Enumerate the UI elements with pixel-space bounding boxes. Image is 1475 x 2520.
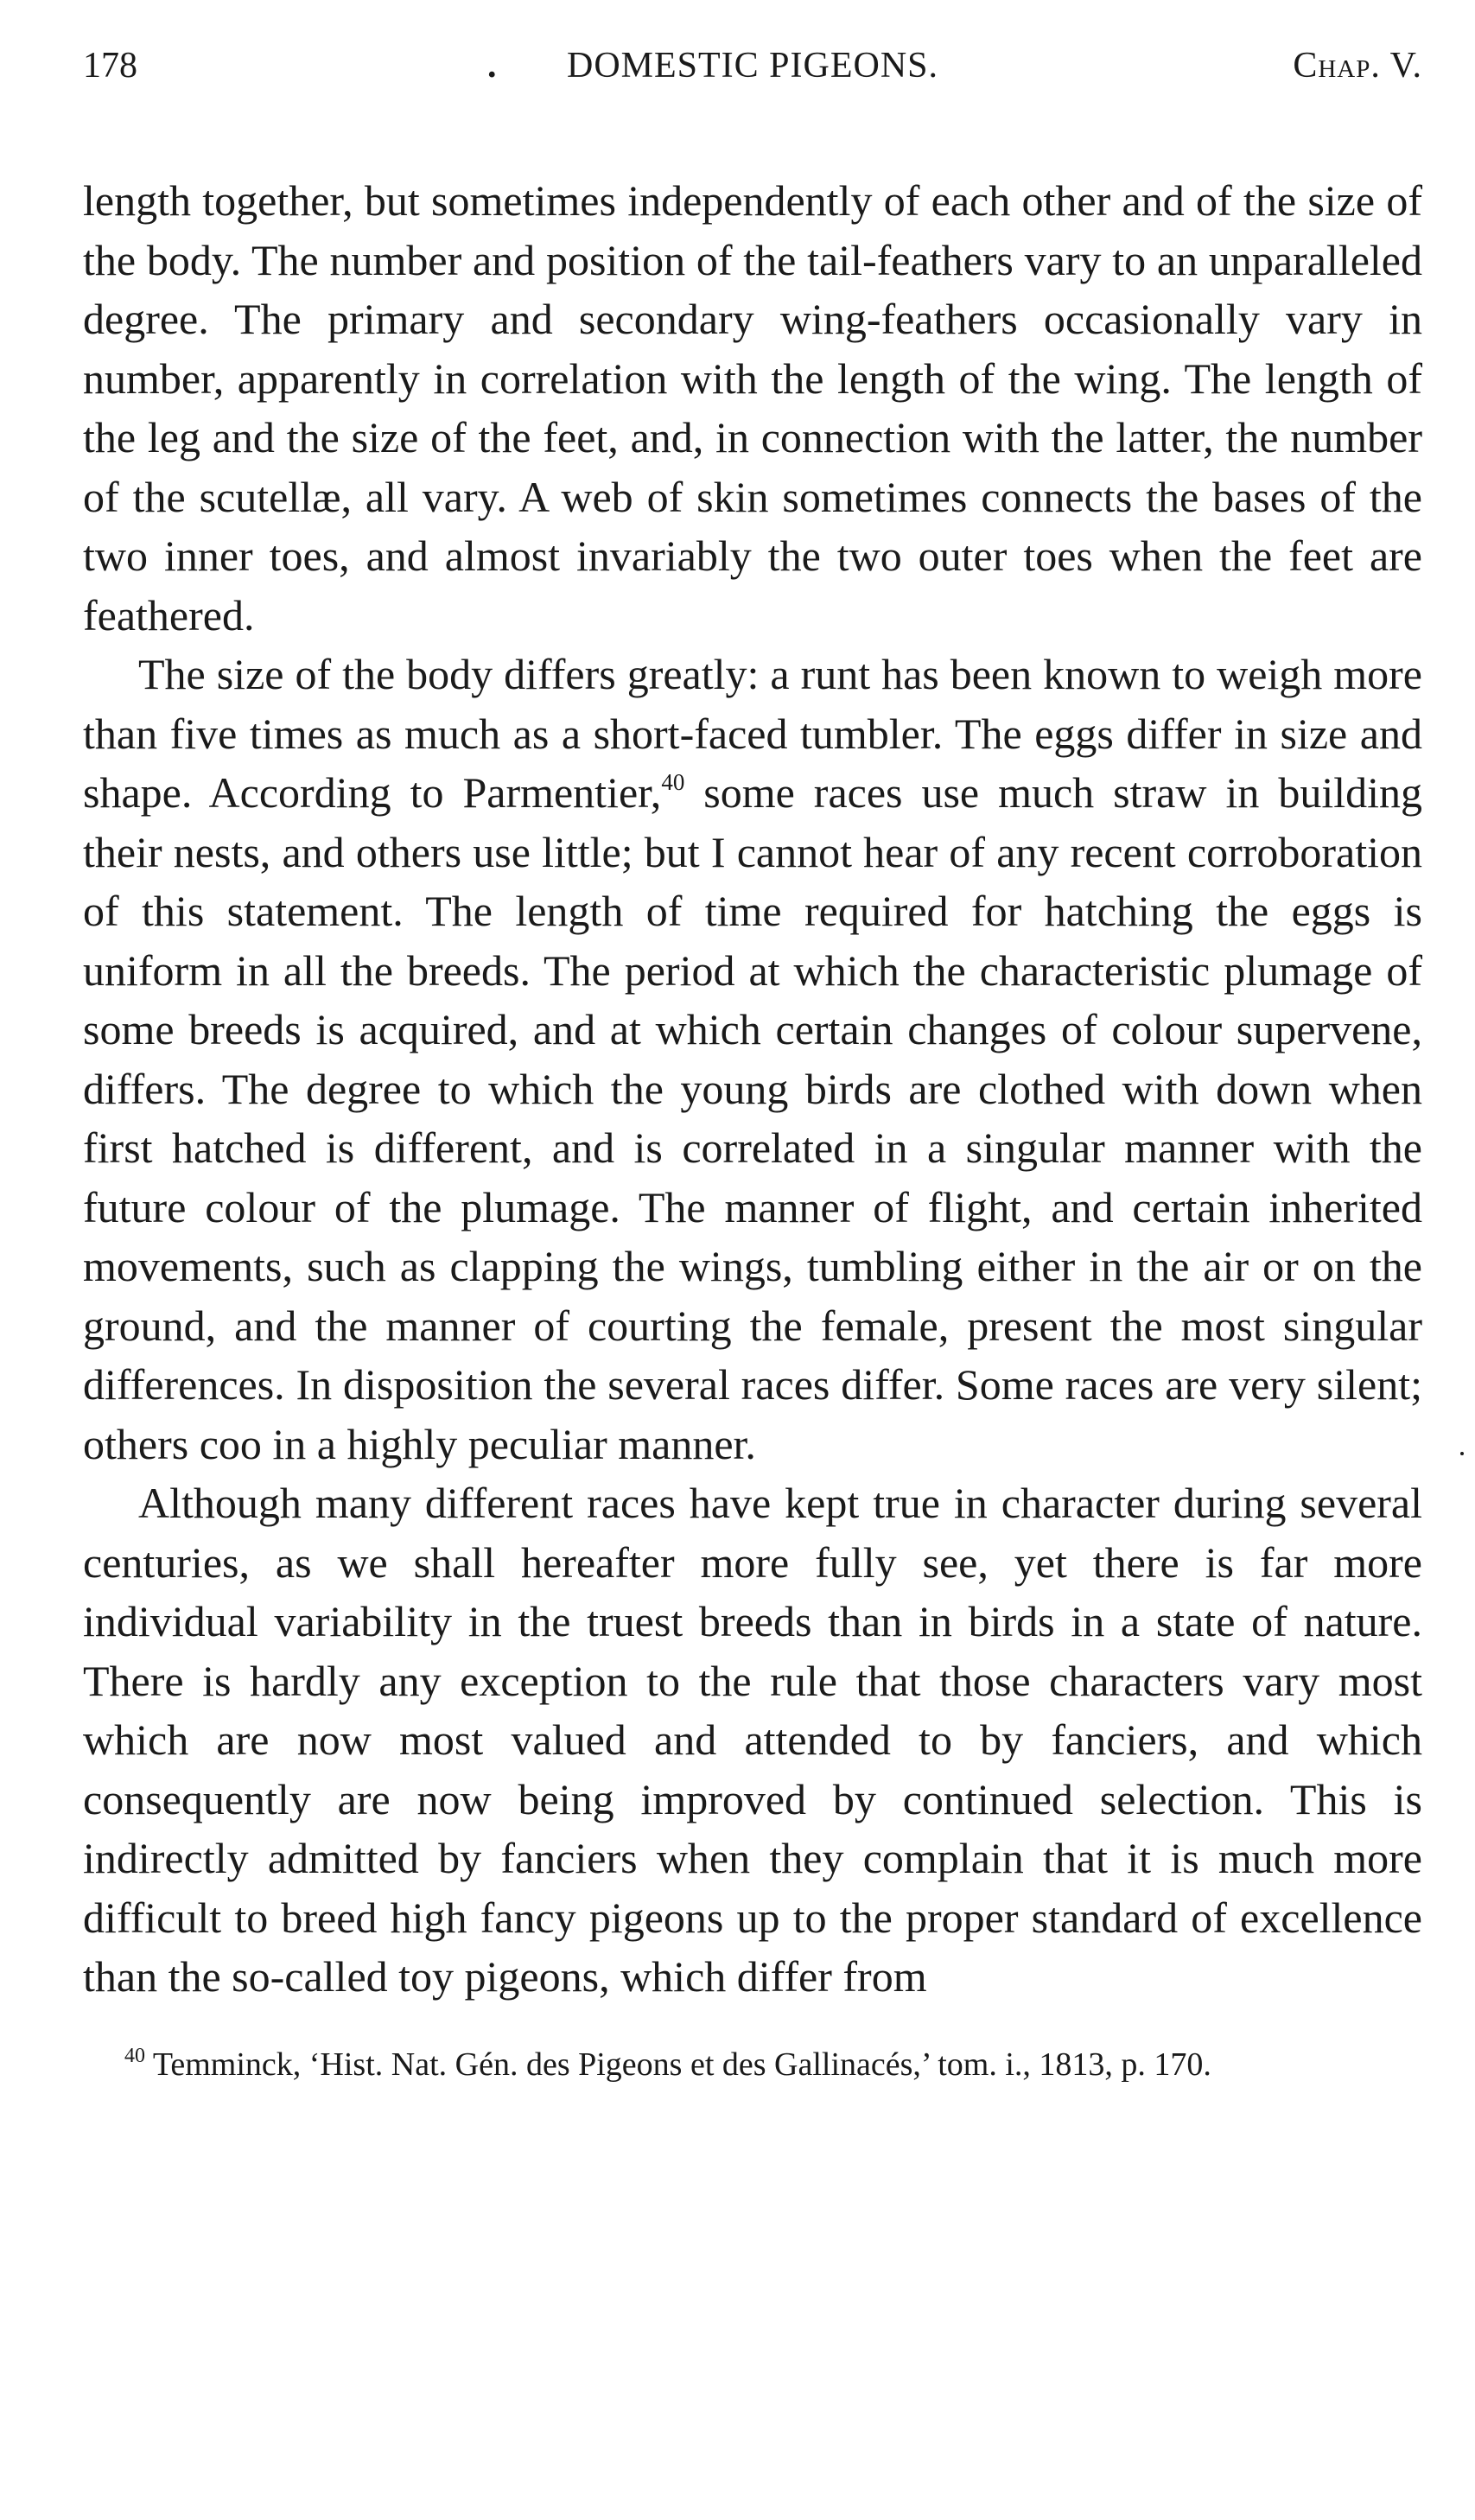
chapter-reference: Chap. V. [1293, 46, 1422, 86]
footnote-reference-40: 40 [661, 769, 685, 795]
header-dot: . [487, 46, 497, 86]
running-head [83, 35, 1422, 97]
page-number: 178 [83, 46, 137, 86]
paragraph-1: length together, but sometimes independently of each other and of the size of the body. The number and position of the tail-feathers vary to an unparalleled degree. The primary and secondary wing-feathers occasionally vary in number, apparently in correlation with the length of the wing. The length of the leg and the size of the feet, and, in connection with the latter, the number of the scutellæ, all vary. A web of skin sometimes connects the bases of the two inner toes, and almost invariably the two outer toes when the feet are feathered. [83, 176, 1422, 640]
footnote-40 [83, 2041, 1422, 2088]
footnote-text: Temminck, ‘Hist. Nat. Gén. des Pigeons et des Gallinacés,’ tom. i., 1813, p. 170. [145, 2046, 1211, 2083]
paragraph-2-text-start: The size of the body differs greatly: a runt has been known to weigh more than five times as much as a short-faced tumbler. The eggs differ in size and shape. According to Parmentier, [83, 650, 1422, 817]
print-speck [1460, 1452, 1464, 1455]
running-title: DOMESTIC PIGEONS. [567, 46, 939, 86]
book-page [83, 35, 1422, 2088]
footnote-number: 40 [124, 2044, 145, 2067]
paragraph-2-text-end: some races use much straw in building their nests, and others use little; but I cannot hear of any recent corroboration of this statement. The length of time required for hatching the eggs is uniform in all the breeds. The period at which the characteristic plumage of some breeds is acquired, and at which certain changes of colour supervene, differs. The degree to which the young birds are clothed with down when first hatched is different, and is correlated in a singular manner with the future colour of the plumage. The manner of flight, and certain inherited movements, such as clapping the wings, tumbling either in the air or on the ground, and the manner of courting the female, present the most singular differences. In disposition the several races differ. Some races are very silent; others coo in a highly peculiar manner. [83, 768, 1422, 1468]
body-text [83, 171, 1422, 2007]
footnotes [83, 2041, 1422, 2088]
paragraph-2 [83, 645, 1422, 1473]
paragraph-3: Although many different races have kept true in character during several centuries, as we shall hereafter more fully see, yet there is far more individual variability in the truest breeds than in birds in a state of nature. There is hardly any exception to the rule that those characters vary most which are now most valued and attended to by fanciers, and which consequently are now being improved by continued selection. This is indirectly admitted by fanciers when they complain that it is much more difficult to breed high fancy pigeons up to the proper standard of excellence than the so-called toy pigeons, which differ from [83, 1479, 1422, 2001]
